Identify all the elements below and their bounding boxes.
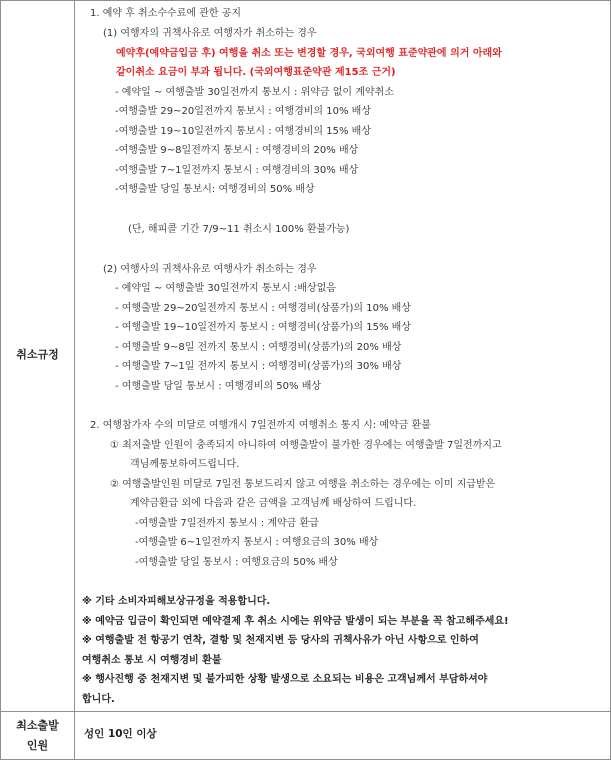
list1-item: -여행출발 7~1일전까지 통보시 : 여행경비의 30% 배상 — [115, 165, 359, 176]
list1-item: -여행출발 9~8일전까지 통보시 : 여행경비의 20% 배상 — [115, 145, 359, 156]
min-departure-value: 성인 10인 이상 — [84, 728, 157, 740]
list2-item: - 예약일 ~ 여행출발 30일전까지 통보시 :배상없음 — [115, 283, 337, 294]
happy-call-note: (단, 해피콜 기간 7/9~11 취소시 100% 환불가능) — [128, 224, 350, 235]
column-divider — [74, 1, 75, 759]
section-1-red-line1: 예약후(예약금입금 후) 여행을 취소 또는 변경할 경우, 국외여행 표준약관에 의거 아래와 — [116, 48, 502, 59]
cancellation-rules-label: 취소규정 — [16, 348, 59, 361]
min-departure-label-line2: 인원 — [26, 739, 49, 752]
note-3-line1: ※ 여행출발 전 항공기 연착, 결항 및 천재지변 등 당사의 귀책사유가 아닌 사항으로 인하여 — [82, 635, 479, 646]
sec2-list-item: -여행출발 6~1일전까지 통보시 : 여행요금의 30% 배상 — [135, 537, 379, 548]
section-1-sub1: (1) 여행자의 귀책사유로 여행자가 취소하는 경우 — [103, 28, 317, 39]
row-divider — [1, 711, 610, 712]
list1-item: -여행출발 19~10일전까지 통보시 : 여행경비의 15% 배상 — [115, 126, 371, 137]
list2-item: - 여행출발 29~20일전까지 통보시 : 여행경비(상품가)의 10% 배상 — [115, 303, 411, 314]
note-4-line2: 합니다. — [82, 694, 115, 705]
list1-item: - 예약일 ~ 여행출발 30일전까지 통보시 : 위약금 없이 계약취소 — [115, 87, 394, 98]
section-1-title: 1. 예약 후 취소수수료에 관한 공지 — [90, 8, 242, 19]
sec2-list-item: -여행출발 7일전까지 통보시 : 계약금 환급 — [135, 518, 319, 529]
list2-item: - 여행출발 19~10일전까지 통보시 : 여행경비(상품가)의 15% 배상 — [115, 322, 411, 333]
list1-item: -여행출발 29~20일전까지 통보시 : 여행경비의 10% 배상 — [115, 106, 371, 117]
note-2: ※ 예약금 입금이 확인되면 예약결제 후 취소 시에는 위약금 발생이 되는 부분을 꼭 참고해주세요! — [82, 616, 509, 627]
condition-1-line2: 객님께통보하여드립니다. — [130, 459, 240, 470]
list2-item: - 여행출발 7~1일 전까지 통보시 : 여행경비(상품가)의 30% 배상 — [115, 361, 402, 372]
note-3-line2: 여행취소 통보 시 여행경비 환불 — [82, 655, 222, 666]
min-departure-label-line1: 최소출발 — [16, 719, 59, 732]
section-2-title: 2. 여행참가자 수의 미달로 여행개시 7일전까지 여행취소 통지 시: 예약금 환불 — [90, 420, 431, 431]
condition-2-line2: 계약금환급 외에 다음과 같은 금액을 고객님께 배상하여 드립니다. — [130, 498, 417, 509]
list2-item: - 여행출발 당일 통보시 : 여행경비의 50% 배상 — [115, 381, 322, 392]
list1-item: -여행출발 당일 통보시: 여행경비의 50% 배상 — [115, 184, 315, 195]
note-1: ※ 기타 소비자피해보상규정을 적용합니다. — [82, 596, 271, 607]
section-1-red-line2: 같이취소 요금이 부과 됩니다. (국외여행표준약관 제15조 근거) — [116, 67, 396, 78]
section-1-sub2: (2) 여행사의 귀책사유로 여행사가 취소하는 경우 — [103, 264, 317, 275]
list2-item: - 여행출발 9~8일 전까지 통보시 : 여행경비(상품가)의 20% 배상 — [115, 342, 402, 353]
sec2-list-item: -여행출발 당일 통보시 : 여행요금의 50% 배상 — [135, 557, 338, 568]
condition-2-line1: ② 여행출발인원 미달로 7일전 통보드리지 않고 여행을 취소하는 경우에는 이미 지급받은 — [110, 479, 496, 490]
note-4-line1: ※ 행사진행 중 천재지변 및 불가피한 상황 발생으로 소요되는 비용은 고객님께서 부담하셔야 — [82, 674, 488, 685]
condition-1-line1: ① 최저출발 인원이 충족되지 아니하여 여행출발이 불가한 경우에는 여행출발 7일전까지고 — [110, 440, 502, 451]
